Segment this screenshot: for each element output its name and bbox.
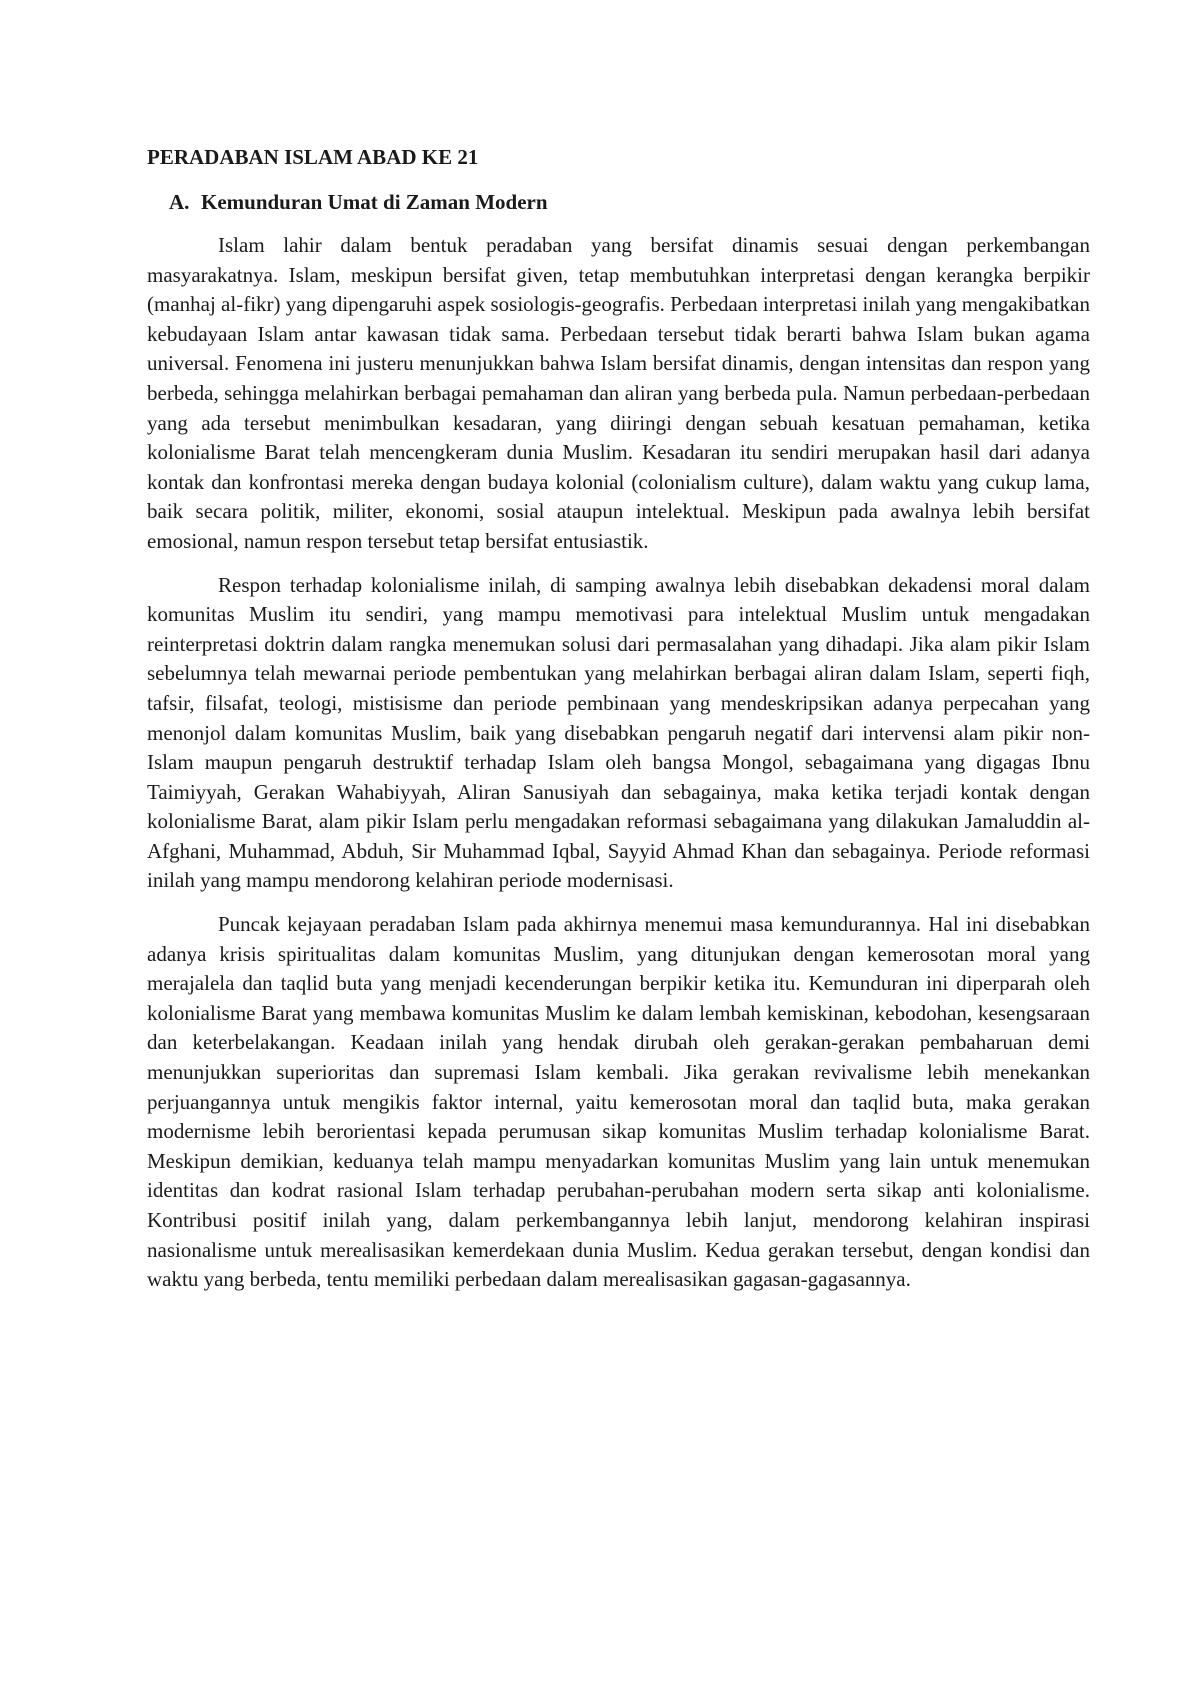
paragraph-2: Respon terhadap kolonialisme inilah, di samping awalnya lebih disebabkan dekadensi moral dalam komunitas Muslim itu sendiri, yang mampu memotivasi para intelektual Muslim untuk mengadakan reinterpretasi doktrin dalam rangka menemukan solusi dari permasalahan yang dihadapi. Jika alam pikir Islam sebelumnya telah mewarnai periode pembentukan yang melahirkan berbagai aliran dalam Islam, seperti fiqh, tafsir, filsafat, teologi, mistisisme dan periode pembinaan yang mendeskripsikan adanya perpecahan yang menonjol dalam komunitas Muslim, baik yang disebabkan pengaruh negatif dari intervensi alam pikir non-Islam maupun pengaruh destruktif terhadap Islam oleh bangsa Mongol, sebagaimana yang digagas Ibnu Taimiyyah, Gerakan Wahabiyyah, Aliran Sanusiyah dan sebagainya, maka ketika terjadi kontak dengan kolonialisme Barat, alam pikir Islam perlu mengadakan reformasi sebagaimana yang dilakukan Jamaluddin al-Afghani, Muhammad, Abduh, Sir Muhammad Iqbal, Sayyid Ahmad Khan dan sebagainya. Periode reformasi inilah yang mampu mendorong kelahiran periode modernisasi. [147,572,1090,893]
document-page [147,143,1090,1309]
section-heading-text: Kemunduran Umat di Zaman Modern [201,190,548,214]
paragraph-3: Puncak kejayaan peradaban Islam pada akhirnya menemui masa kemundurannya. Hal ini disebabkan adanya krisis spiritualitas dalam komunitas Muslim, yang ditunjukan dengan kemerosotan moral yang merajalela dan taqlid buta yang menjadi kecenderungan berpikir ketika itu. Kemunduran ini diperparah oleh kolonialisme Barat yang membawa komunitas Muslim ke dalam lembah kemiskinan, kebodohan, kesengsaraan dan keterbelakangan. Keadaan inilah yang hendak dirubah oleh gerakan-gerakan pembaharuan demi menunjukkan superioritas dan supremasi Islam kembali. Jika gerakan revivalisme lebih menekankan perjuangannya untuk mengikis faktor internal, yaitu kemerosotan moral dan taqlid buta, maka gerakan modernisme lebih berorientasi kepada perumusan sikap komunitas Muslim terhadap kolonialisme Barat. Meskipun demikian, keduanya telah mampu menyadarkan komunitas Muslim yang lain untuk menemukan identitas dan kodrat rasional Islam terhadap perubahan-perubahan modern serta sikap anti kolonialisme. Kontribusi positif inilah yang, dalam perkembangannya lebih lanjut, mendorong kelahiran inspirasi nasionalisme untuk merealisasikan kemerdekaan dunia Muslim. Kedua gerakan tersebut, dengan kondisi dan waktu yang berbeda, tentu memiliki perbedaan dalam merealisasikan gagasan-gagasannya. [147,912,1090,1292]
paragraph-1: Islam lahir dalam bentuk peradaban yang bersifat dinamis sesuai dengan perkembangan masyarakatnya. Islam, meskipun bersifat given, tetap membutuhkan interpretasi dengan kerangka berpikir (manhaj al-fikr) yang dipengaruhi aspek sosiologis-geografis. Perbedaan interpretasi inilah yang mengakibatkan kebudayaan Islam antar kawasan tidak sama. Perbedaan tersebut tidak berarti bahwa Islam bukan agama universal. Fenomena ini justeru menunjukkan bahwa Islam bersifat dinamis, dengan intensitas dan respon yang berbeda, sehingga melahirkan berbagai pemahaman dan aliran yang berbeda pula. Namun perbedaan-perbedaan yang ada tersebut menimbulkan kesadaran, yang diiringi dengan sebuah kesatuan pemahaman, ketika kolonialisme Barat telah mencengkeram dunia Muslim. Kesadaran itu sendiri merupakan hasil dari adanya kontak dan konfrontasi mereka dengan budaya kolonial (colonialism culture), dalam waktu yang cukup lama, baik secara politik, militer, ekonomi, sosial ataupun intelektual. Meskipun pada awalnya lebih bersifat emosional, namun respon tersebut tetap bersifat entusiastik. [147,233,1090,553]
section-letter: A. [169,190,190,214]
document-title: PERADABAN ISLAM ABAD KE 21 [147,145,479,169]
section-heading [169,188,1090,217]
